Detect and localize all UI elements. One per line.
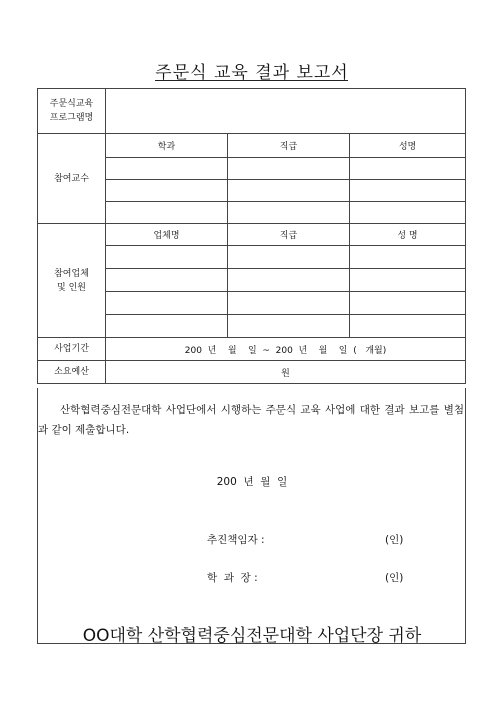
faculty-cell[interactable] [228,202,350,224]
company-cell[interactable] [228,292,350,315]
company-cell[interactable] [228,315,350,338]
document-title: 주문식 교육 결과 보고서 [155,63,349,83]
faculty-cell[interactable] [350,158,466,180]
company-cell[interactable] [228,269,350,292]
report-date[interactable]: 200 년 월 일 [216,476,288,488]
faculty-cell[interactable] [228,158,350,180]
company-cell[interactable] [106,292,228,315]
company-col-rank: 직급 [228,224,350,246]
program-label-line1: 주문식교육 [49,99,94,109]
faculty-label: 참여교수 [38,134,106,224]
company-cell[interactable] [106,246,228,269]
company-label-line1: 참여업체 [54,268,89,279]
program-label-line2: 프로그램명 [49,113,94,123]
company-cell[interactable] [350,315,466,338]
company-col-name: 업체명 [106,224,228,246]
faculty-cell[interactable] [106,158,228,180]
dept-head-label: 학 과 장 : [207,572,258,584]
title-underline [155,80,348,81]
addressee-footer: OO대학 산학협력중심전문대학 사업단장 귀하 [82,626,422,646]
statement-text [38,400,464,440]
faculty-cell[interactable] [106,180,228,202]
company-label-line2: 및 인원 [57,282,86,293]
statement-body: 산학협력중심전문대학 사업단에서 시행하는 주문식 교육 사업에 대한 결과 보고를 별첨과 같이 제출합니다. [38,404,464,436]
company-cell[interactable] [350,269,466,292]
budget-value[interactable]: 원 [106,361,466,384]
company-cell[interactable] [350,246,466,269]
faculty-col-department: 학과 [106,134,228,158]
manager-seal[interactable]: (인) [385,534,404,546]
program-name-label [38,89,106,134]
period-label: 사업기간 [38,338,106,361]
faculty-cell[interactable] [228,180,350,202]
company-cell[interactable] [106,269,228,292]
faculty-col-name: 성명 [350,134,466,158]
program-name-field[interactable] [106,89,466,134]
company-cell[interactable] [106,315,228,338]
faculty-col-rank: 직급 [228,134,350,158]
faculty-cell[interactable] [350,202,466,224]
faculty-cell[interactable] [350,180,466,202]
company-cell[interactable] [350,292,466,315]
company-label [38,224,106,338]
dept-head-seal[interactable]: (인) [385,572,404,584]
manager-label: 추진책임자 : [207,534,265,546]
report-form-table [37,88,466,384]
period-value[interactable]: 200 년 월 일 ~ 200 년 월 일 ( 개월) [106,338,466,361]
company-cell[interactable] [228,246,350,269]
budget-label: 소요예산 [38,361,106,384]
faculty-cell[interactable] [106,202,228,224]
company-col-person: 성 명 [350,224,466,246]
